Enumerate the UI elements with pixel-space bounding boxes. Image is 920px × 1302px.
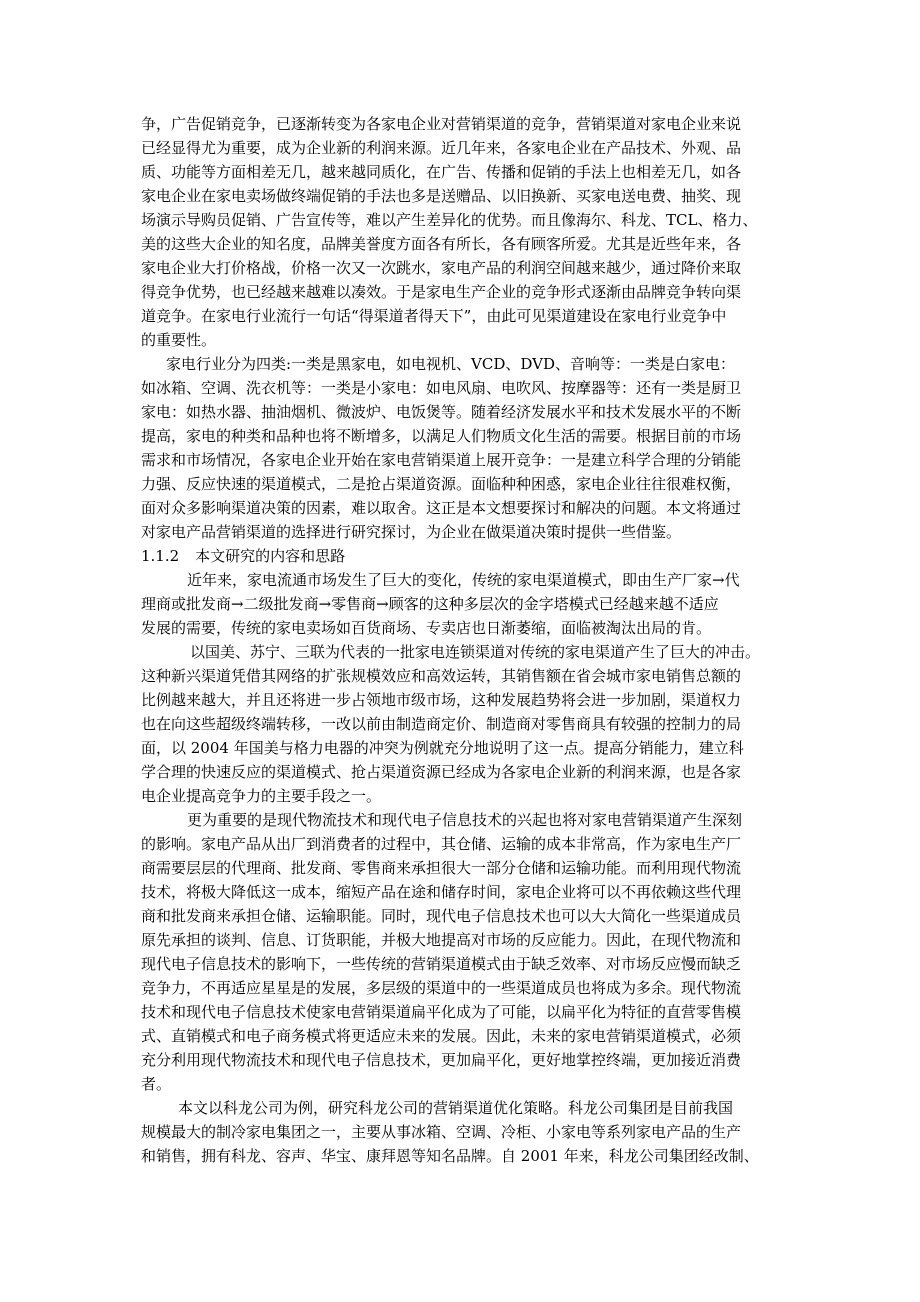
paragraph-line: 学合理的快速反应的渠道模式、抢占渠道资源已经成为各家电企业新的利润来源，也是各家: [141, 763, 742, 781]
paragraph-line: 对家电产品营销渠道的选择进行研究探讨，为企业在做渠道决策时提供一些借鉴。: [141, 523, 682, 541]
section-heading: [141, 544, 345, 568]
paragraph-line: 道竞争。在家电行业流行一句话“得渠道者得天下”，由此可见渠道建设在家电行业竞争中: [141, 307, 727, 325]
paragraph-line: 家电企业大打价格战，价格一次又一次跳水，家电产品的利润空间越来越少，通过降价来取: [141, 259, 742, 277]
paragraph-line: 争，广告促销竞争，已逐渐转变为各家电企业对营销渠道的竞争，营销渠道对家电企业来说: [141, 115, 742, 133]
paragraph-line: 技术，将极大降低这一成本，缩短产品在途和储存时间，家电企业将可以不再依赖这些代理: [141, 883, 742, 901]
paragraph-line: 现代电子信息技术的影响下，一些传统的营销渠道模式由于缺乏效率、对市场反应慢而缺乏: [141, 955, 742, 973]
paragraph-line: 面对众多影响渠道决策的因素，难以取舍。这正是本文想要探讨和解决的问题。本文将通过: [141, 499, 742, 517]
paragraph-line: 得竞争优势，也已经越来越难以凑效。于是家电生产企业的竞争形式逐渐由品牌竞争转向渠: [141, 283, 742, 301]
paragraph-line: 比例越来越大，并且还将进一步占领地市级市场，这种发展趋势将会进一步加剧，渠道权力: [141, 691, 742, 709]
paragraph-line: 需求和市场情况，各家电企业开始在家电营销渠道上展开竞争：一是建立科学合理的分销能: [141, 451, 742, 469]
paragraph-line: 商和批发商来承担仓储、运输职能。同时，现代电子信息技术也可以大大简化一些渠道成员: [141, 907, 742, 925]
paragraph-line: 理商或批发商→二级批发商→零售商→顾客的这种多层次的金字塔模式已经越来越不适应: [141, 595, 719, 613]
paragraph-line: 竞争力，不再适应星星是的发展，多层级的渠道中的一些渠道成员也将成为多余。现代物流: [141, 979, 742, 997]
paragraph-line: 规模最大的制冷家电集团之一，主要从事冰箱、空调、冷柜、小家电等系列家电产品的生产: [141, 1123, 742, 1141]
paragraph-line: 这种新兴渠道凭借其网络的扩张规模效应和高效运转，其销售额在省会城市家电销售总额的: [141, 667, 742, 685]
paragraph-line: 本文以科龙公司为例，研究科龙公司的营销渠道优化策略。科龙公司集团是目前我国: [178, 1099, 734, 1117]
paragraph-line: 电企业提高竞争力的主要手段之一。: [141, 787, 382, 805]
paragraph-line: 家电行业分为四类:一类是黑家电，如电视机、VCD、DVD、音响等：一类是白家电：: [166, 355, 736, 373]
section-number: 1.1.2: [141, 547, 180, 565]
paragraph-line: 力强、反应快速的渠道模式，二是抢占渠道资源。面临种种困惑，家电企业往往很难权衡，: [141, 475, 742, 493]
paragraph-line: 充分利用现代物流技术和现代电子信息技术，更加扁平化，更好地掌控终端，更加接近消费: [141, 1051, 742, 1069]
paragraph-line: 质、功能等方面相差无几，越来越同质化，在广告、传播和促销的手法上也相差无几，如各: [141, 163, 742, 181]
paragraph-line: 技术和现代电子信息技术使家电营销渠道扁平化成为了可能，以扁平化为特征的直营零售模: [141, 1003, 742, 1021]
paragraph-line: 更为重要的是现代物流技术和现代电子信息技术的兴起也将对家电营销渠道产生深刻: [187, 811, 743, 829]
paragraph-line: 家电：如热水器、抽油烟机、微波炉、电饭煲等。随着经济发展水平和技术发展水平的不断: [141, 403, 742, 421]
paragraph-line: 原先承担的谈判、信息、订货职能，并极大地提高对市场的反应能力。因此，在现代物流和: [141, 931, 742, 949]
paragraph-line: 的影响。家电产品从出厂到消费者的过程中，其仓储、运输的成本非常高，作为家电生产厂: [141, 835, 742, 853]
paragraph-line: 家电企业在家电卖场做终端促销的手法也多是送赠品、以旧换新、买家电送电费、抽奖、现: [141, 187, 742, 205]
paragraph-line: 美的这些大企业的知名度，品牌美誉度方面各有所长，各有顾客所爱。尤其是近些年来，各: [141, 235, 742, 253]
section-title: 本文研究的内容和思路: [195, 547, 346, 565]
paragraph-line: 近年来，家电流通市场发生了巨大的变化，传统的家电渠道模式，即由生产厂家→代: [187, 571, 740, 589]
paragraph-line: 的重要性。: [141, 331, 217, 349]
paragraph-line: 场演示导购员促销、广告宣传等，难以产生差异化的优势。而且像海尔、科龙、TCL、格力、: [141, 211, 758, 229]
paragraph-line: 式、直销模式和电子商务模式将更适应未来的发展。因此，未来的家电营销渠道模式，必须: [141, 1027, 742, 1045]
paragraph-line: 发展的需要，传统的家电卖场如百货商场、专卖店也日渐萎缩，面临被淘汰出局的肯。: [141, 619, 712, 637]
paragraph-line: 以国美、苏宁、三联为代表的一批家电连锁渠道对传统的家电渠道产生了巨大的冲击。: [190, 643, 761, 661]
paragraph-line: 和销售，拥有科龙、容声、华宝、康拜恩等知名品牌。自 2001 年来，科龙公司集团经改制、: [141, 1147, 759, 1165]
paragraph-line: 商需要层层的代理商、批发商、零售商来承担很大一部分仓储和运输功能。而利用现代物流: [141, 859, 742, 877]
paragraph-line: 面，以 2004 年国美与格力电器的冲突为例就充分地说明了这一点。提高分销能力，建立科: [141, 739, 744, 757]
paragraph-line: 也在向这些超级终端转移，一改以前由制造商定价、制造商对零售商具有较强的控制力的局: [141, 715, 742, 733]
paragraph-line: 提高，家电的种类和品种也将不断增多，以满足人们物质文化生活的需要。根据目前的市场: [141, 427, 742, 445]
paragraph-line: 者。: [141, 1075, 172, 1093]
paragraph-line: 已经显得尤为重要，成为企业新的利润来源。近几年来，各家电企业在产品技术、外观、品: [141, 139, 742, 157]
paragraph-line: 如冰箱、空调、洗衣机等：一类是小家电：如电风扇、电吹风、按摩器等：还有一类是厨卫: [141, 379, 742, 397]
